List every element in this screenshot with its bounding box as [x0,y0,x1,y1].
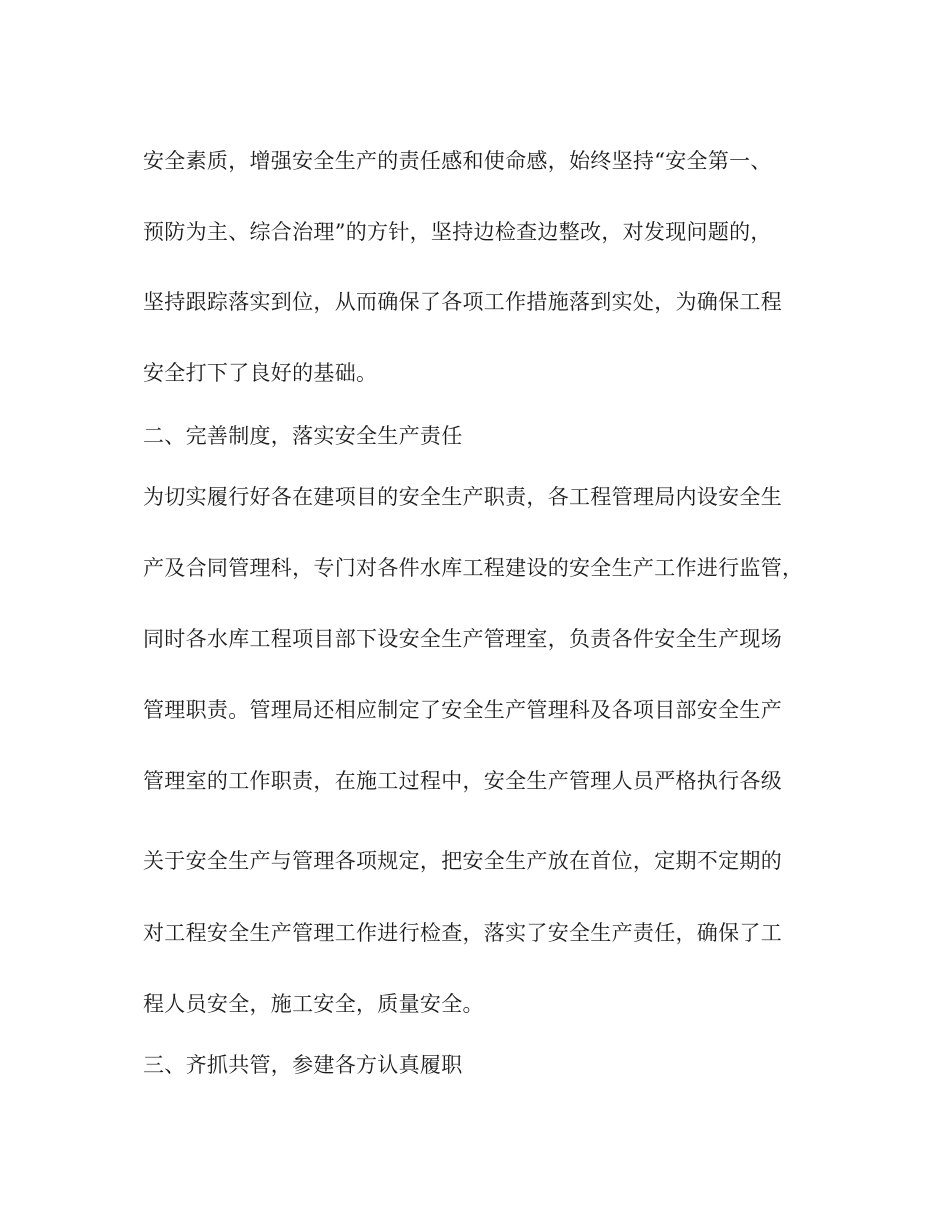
paragraph-line: 管理职责。管理局还相应制定了安全生产管理科及各项目部安全生产 [143,698,782,722]
paragraph-line: 程人员安全，施工安全，质量安全。 [143,992,484,1016]
paragraph-line: 关于安全生产与管理各项规定，把安全生产放在首位，定期不定期的 [143,849,782,873]
section-heading: 三、齐抓共管，参建各方认真履职 [143,1053,463,1077]
paragraph-line: 预防为主、综合治理”的方针，坚持边检查边整改，对发现问题的， [143,220,772,244]
paragraph-line: 安全素质，增强安全生产的责任感和使命感，始终坚持“安全第一、 [143,149,772,173]
paragraph-line: 产及合同管理科，专门对各件水库工程建设的安全生产工作进行监管， [143,556,804,580]
paragraph-line: 管理室的工作职责，在施工过程中，安全生产管理人员严格执行各级 [143,769,782,793]
paragraph-line: 对工程安全生产管理工作进行检查，落实了安全生产责任，确保了工 [143,921,782,945]
paragraph-line: 坚持跟踪落实到位，从而确保了各项工作措施落到实处，为确保工程 [143,290,782,314]
paragraph-line: 同时各水库工程项目部下设安全生产管理室，负责各件安全生产现场 [143,627,782,651]
paragraph-line: 为切实履行好各在建项目的安全生产职责，各工程管理局内设安全生 [143,485,782,509]
section-heading: 二、完善制度，落实安全生产责任 [143,424,463,448]
paragraph-line: 安全打下了良好的基础。 [143,361,378,385]
